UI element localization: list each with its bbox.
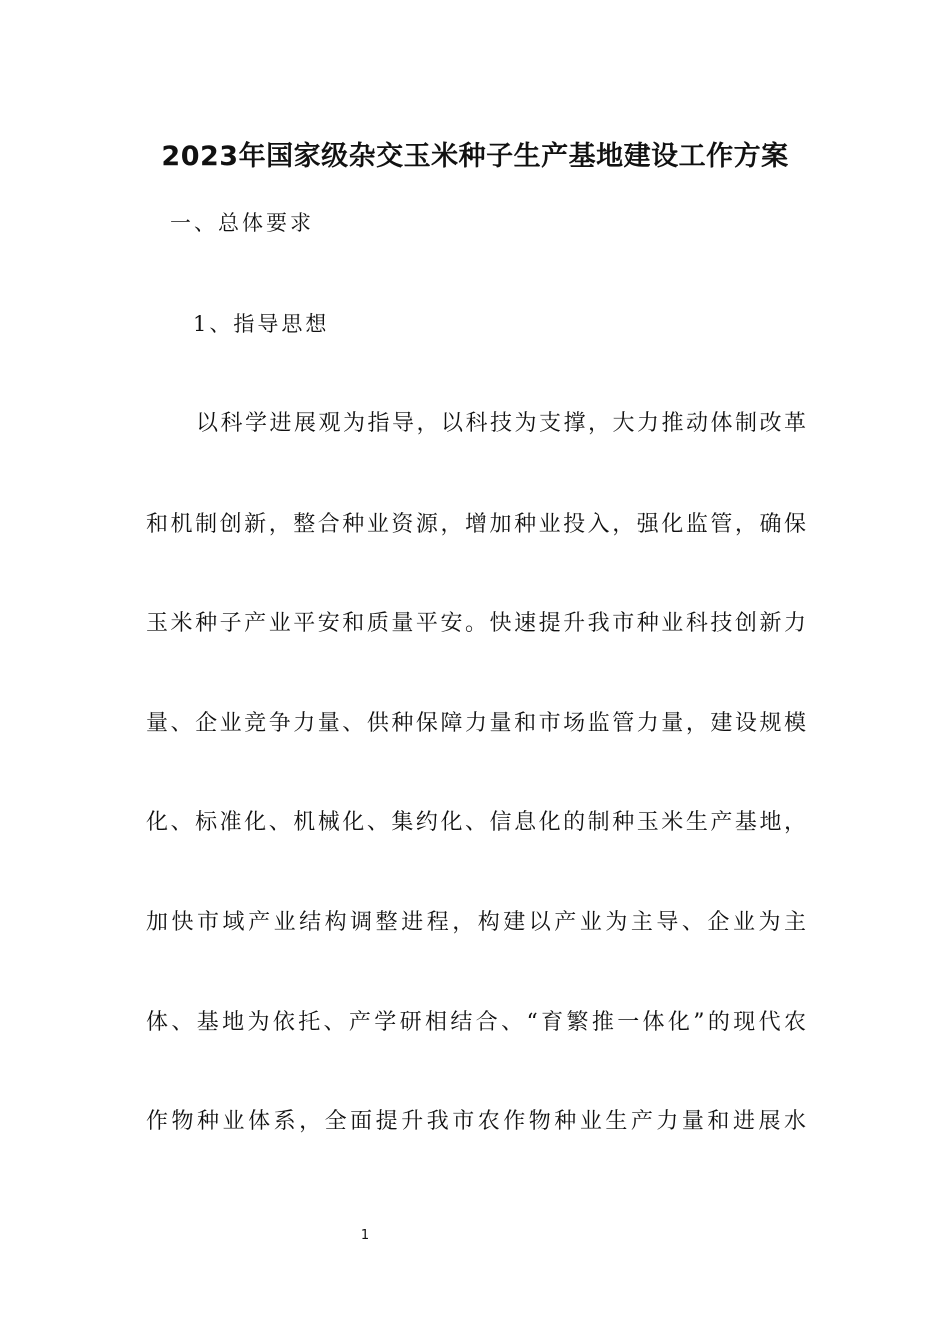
paragraph-line: 作物种业体系，全面提升我市农作物种业生产力量和进展水	[146, 1109, 806, 1134]
paragraph-line: 化、标准化、机械化、集约化、信息化的制种玉米生产基地，	[146, 810, 806, 835]
paragraph-line: 量、企业竞争力量、供种保障力量和市场监管力量，建设规模	[146, 711, 806, 736]
paragraph-line: 和机制创新，整合种业资源，增加种业投入，强化监管，确保	[146, 512, 806, 537]
paragraph-line: 以科学进展观为指导，以科技为支撑，大力推动体制改革	[196, 411, 806, 436]
subsection-heading: 1、指导思想	[193, 312, 330, 336]
paragraph-line: 加快市域产业结构调整进程，构建以产业为主导、企业为主	[146, 910, 806, 935]
section-heading: 一、总体要求	[170, 211, 314, 235]
paragraph-line: 体、基地为依托、产学研相结合、“育繁推一体化”的现代农	[146, 1010, 806, 1035]
page-number: 1	[360, 1228, 370, 1243]
document-title: 2023年国家级杂交玉米种子生产基地建设工作方案	[161, 141, 789, 172]
paragraph-line: 玉米种子产业平安和质量平安。快速提升我市种业科技创新力	[146, 611, 806, 636]
